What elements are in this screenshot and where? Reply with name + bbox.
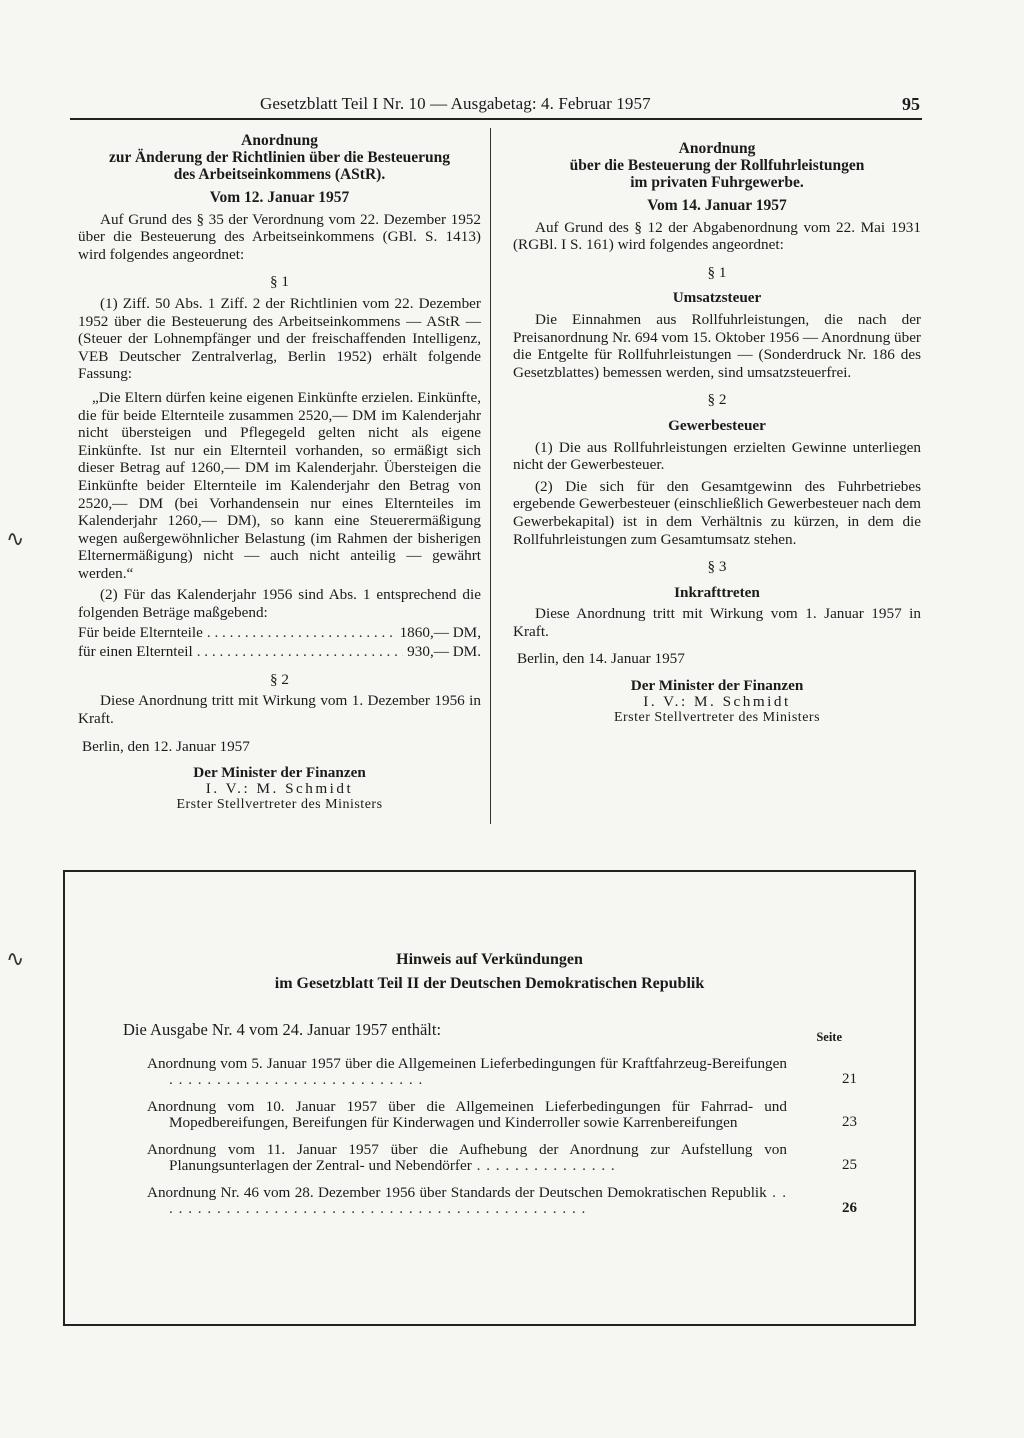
column-divider [490, 128, 491, 824]
right-date: Vom 14. Januar 1957 [647, 197, 787, 214]
left-paragraph-1: (1) Ziff. 50 Abs. 1 Ziff. 2 der Richtlinien vom 22. Dezember 1952 über die Besteuerung des Arbeitseinkommens — AStR — (Steuer der Lohnempfänger und der freischaffenden Intelligenz, VEB Deutscher Zentralverlag, Berlin 1952) erhält folgende Fassung: [78, 294, 481, 383]
notice-entry-title: Anordnung vom 5. Januar 1957 über die Allgemeinen Lieferbedingungen für Kraftfahrzeug-Bereifungen [147, 1055, 787, 1072]
notice-box [63, 870, 916, 1326]
page-number: 95 [902, 94, 920, 114]
notice-entries [147, 1055, 857, 1228]
notice-entry-text [147, 1142, 837, 1173]
dot-leader: . . . . . . . . . . . . . . . . . . . . . . . . . . . . . . . . . . . . . . . . . . . . . . [169, 1184, 787, 1217]
margin-tick-mark: ∿ [6, 526, 25, 551]
dot-leader: . . . . . . . . . . . . . . . . . . . . . . . . . . . [169, 1070, 424, 1088]
right-section-3-title: Inkrafttreten [674, 583, 760, 601]
notice-entry-page: 23 [842, 1113, 857, 1130]
signer-minister: Der Minister der Finanzen [630, 677, 804, 695]
notice-entry-text [147, 1185, 837, 1216]
left-paragraph-2: (2) Für das Kalenderjahr 1956 sind Abs. 1 entsprechend die folgenden Beträge maßgebend: [78, 586, 481, 622]
amount-row [78, 643, 481, 661]
signer-name: I. V.: M. Schmidt [205, 780, 354, 798]
right-title-line-2: über die Besteuerung der Rollfuhrleistungen [569, 157, 865, 174]
notice-title-line-1: Hinweis auf Verkündungen [396, 951, 583, 968]
notice-entry-page: 26 [842, 1199, 857, 1216]
amount-row [78, 624, 481, 642]
signer-name: I. V.: M. Schmidt [643, 693, 791, 711]
left-section-2: § 2 [270, 670, 289, 688]
left-title-line-2: zur Änderung der Richtlinien über die Besteuerung [108, 149, 451, 166]
left-signature [78, 765, 481, 813]
right-title-line-3: im privaten Fuhrgewerbe. [630, 174, 804, 191]
notice-entry-text [147, 1056, 837, 1087]
signer-minister: Der Minister der Finanzen [193, 764, 366, 782]
left-section-1: § 1 [270, 273, 289, 291]
notice-entry-title: Anordnung vom 11. Januar 1957 über die Aufhebung der Anordnung zur Aufstellung von Planungsunterlagen der Zentral- und Nebendörfer [147, 1141, 787, 1174]
right-paragraph-2: (1) Die aus Rollfuhrleistungen erzielten Gewinne unterliegen nicht der Gewerbesteuer. [513, 438, 921, 474]
left-paragraph-3: Diese Anordnung tritt mit Wirkung vom 1. Dezember 1956 in Kraft. [78, 692, 481, 728]
notice-entry [147, 1141, 857, 1174]
right-intro: Auf Grund des § 12 der Abgabenordnung vom 22. Mai 1931 (RGBl. I S. 161) wird folgendes angeordnet: [513, 218, 921, 254]
left-quote: „Die Eltern dürfen keine eigenen Einkünfte erzielen. Einkünfte, die für beide Elternteile zusammen 2520,— DM im Kalenderjahr nicht übersteigen und Pflegegeld gelten nicht als eigene Einkünfte. Ist nur ein Elternteil vorhanden, so ermäßigt sich dieser Betrag auf 1260,— DM im Kalenderjahr. Übersteigen die Einkünfte beider Elternteile im Kalenderjahr den Betrag von 2520,— DM (bei Vorhandensein nur eines Elternteiles im Kalenderjahr 1260,— DM), so kann eine Steuerermäßigung wegen außergewöhnlicher Belastung (im Rahmen der bisherigen Elternermäßigung) nicht — auch nicht anteilig — gewährt werden.“ [78, 388, 481, 582]
right-section-1: § 1 [707, 263, 727, 281]
signer-role: Erster Stellvertreter des Ministers [176, 797, 383, 813]
page-header [70, 90, 930, 120]
notice-page-column-label: Seite [816, 1030, 842, 1044]
right-paragraph-1: Die Einnahmen aus Rollfuhrleistungen, die nach der Preisanordnung Nr. 694 vom 15. Oktober 1956 — Anordnung über die Entgelte für Rollfuhrleistungen — (Sonderdruck Nr. 186 des Gesetzblattes) bemessen werden, sind umsatzsteuerfrei. [513, 310, 921, 381]
notice-entry-page: 25 [842, 1156, 857, 1173]
right-section-3: § 3 [707, 558, 727, 576]
right-signature [513, 678, 921, 726]
notice-entry [147, 1055, 857, 1088]
notice-entry-text [147, 1099, 837, 1130]
notice-entry-page: 21 [842, 1070, 857, 1087]
notice-intro: Die Ausgabe Nr. 4 vom 24. Januar 1957 enthält: [123, 1020, 442, 1039]
amount-label: für einen Elternteil [78, 643, 193, 661]
right-section-1-title: Umsatzsteuer [672, 289, 762, 307]
left-column-ordinance [78, 132, 481, 813]
amount-value: 930,— DM. [407, 643, 481, 661]
right-section-2-title: Gewerbesteuer [668, 416, 766, 434]
right-section-2: § 2 [707, 391, 727, 409]
dot-leader [207, 624, 396, 642]
right-column-ordinance [513, 140, 921, 726]
left-title-line-1: Anordnung [241, 132, 318, 149]
amount-value: 1860,— DM, [399, 623, 481, 641]
left-date: Vom 12. Januar 1957 [209, 189, 350, 206]
right-paragraph-4: Diese Anordnung tritt mit Wirkung vom 1. Januar 1957 in Kraft. [513, 605, 921, 640]
right-paragraph-3: (2) Die sich für den Gesamtgewinn des Fuhrbetriebes ergebende Gewerbesteuer (einschließlich Gewerbesteuer nach dem Gewerbekapital) ist in dem Verhältnis zu kürzen, in dem die Rollfuhrleistungen zum Gesamtumsatz stehen. [513, 477, 921, 548]
notice-entry-title: Anordnung Nr. 46 vom 28. Dezember 1956 über Standards der Deutschen Demokratischen Republik [147, 1184, 767, 1201]
header-rule [70, 118, 922, 120]
header-title: Gesetzblatt Teil I Nr. 10 — Ausgabetag: 4. Februar 1957 [260, 94, 651, 113]
amount-label: Für beide Elternteile [78, 623, 203, 641]
right-title-line-1: Anordnung [678, 140, 756, 157]
right-place-date: Berlin, den 14. Januar 1957 [517, 650, 685, 668]
left-title-line-3: des Arbeitseinkommens (AStR). [173, 166, 386, 183]
signer-role: Erster Stellvertreter des Ministers [613, 710, 821, 726]
notice-entry [147, 1184, 857, 1217]
dot-leader: . . . . . . . . . . . . . . . [471, 1156, 616, 1174]
margin-tick-mark: ∿ [6, 946, 25, 971]
left-place-date: Berlin, den 12. Januar 1957 [82, 737, 250, 755]
notice-entry [147, 1098, 857, 1131]
left-intro: Auf Grund des § 35 der Verordnung vom 22. Dezember 1952 über die Besteuerung des Arbeitseinkommens (GBl. S. 1413) wird folgendes angeordnet: [78, 210, 481, 263]
notice-entry-title: Anordnung vom 10. Januar 1957 über die Allgemeinen Lieferbedingungen für Fahrrad- und Mopedbereifungen, Bereifungen für Kinderwagen und Kinderroller sowie Karrenbereifungen [147, 1098, 787, 1131]
notice-title-line-2: im Gesetzblatt Teil II der Deutschen Demokratischen Republik [274, 975, 705, 992]
dot-leader [197, 643, 403, 661]
